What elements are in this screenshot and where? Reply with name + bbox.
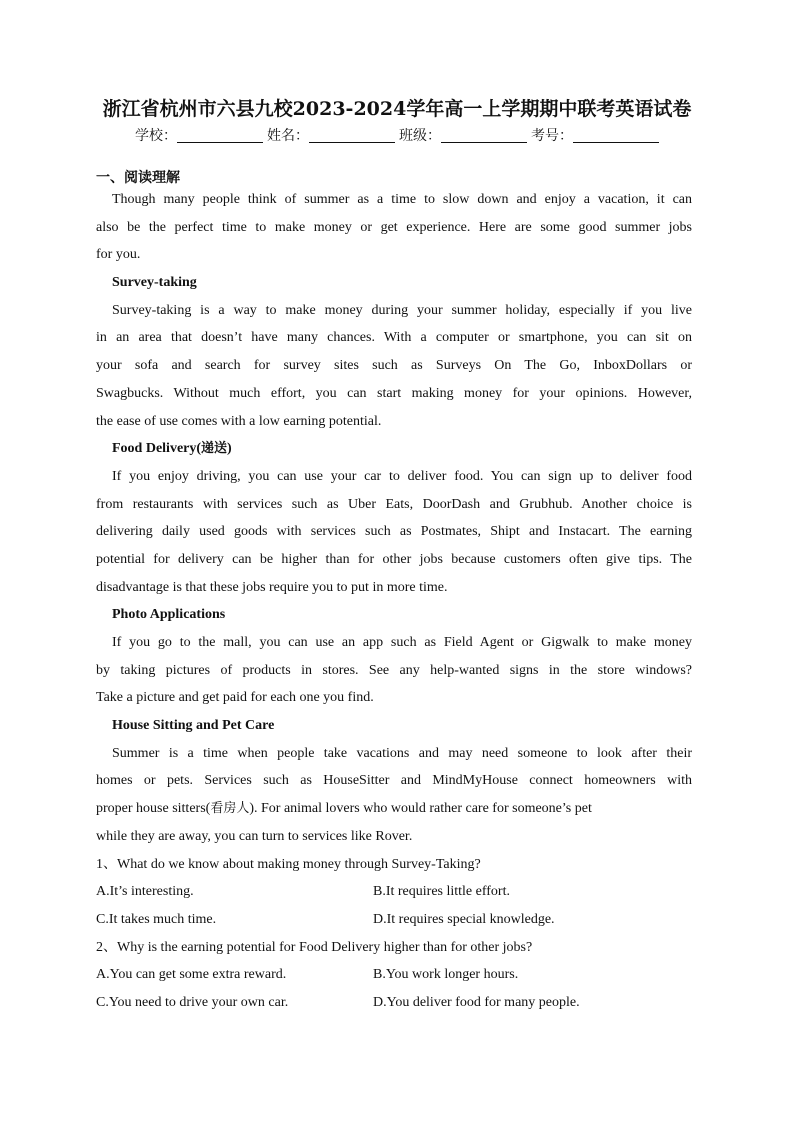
question-1-options xyxy=(96,906,692,934)
intro-line: Though many people think of summer as a time to slow down and enjoy a vacation, it can xyxy=(112,192,692,207)
question-2-options xyxy=(96,989,692,1017)
survey-line: in an area that doesn’t have many chances. With a computer or smartphone, you can sit on xyxy=(96,330,692,346)
delivery-line: potential for delivery can be higher than for other jobs because customers often give tips. The xyxy=(96,551,692,567)
subheading-food-delivery xyxy=(96,435,692,463)
q1-option-c[interactable]: C.It takes much time. xyxy=(96,911,217,927)
house-line: homes or pets. Services such as HouseSitter and MindMyHouse connect homeowners with xyxy=(96,773,692,789)
question-1-options xyxy=(96,878,692,906)
exam-title: 浙江省杭州市六县九校2023-2024学年高一上学期期中联考英语试卷 xyxy=(102,98,692,120)
survey-line: the ease of use comes with a low earning potential. xyxy=(96,413,382,429)
q2-option-c[interactable]: C.You need to drive your own car. xyxy=(96,994,289,1010)
number-label: 考号： xyxy=(531,128,573,144)
photo-line: If you go to the mall, you can use an app such as Field Agent or Gigwalk to make money xyxy=(112,635,692,650)
subheading-house-sitting: House Sitting and Pet Care xyxy=(112,718,275,734)
number-blank[interactable] xyxy=(573,128,659,143)
reading-passage xyxy=(96,186,692,1017)
q1-option-a[interactable]: A.It’s interesting. xyxy=(96,884,194,900)
photo-line: by taking pictures of products in stores. See any help-wanted signs in the store windows? xyxy=(96,662,692,678)
name-blank[interactable] xyxy=(309,128,395,143)
section-heading: 一、阅读理解 xyxy=(96,170,180,186)
question-1-stem: 1、What do we know about making money through Survey-Taking? xyxy=(96,856,481,872)
name-label: 姓名： xyxy=(267,128,309,144)
school-label: 学校： xyxy=(135,128,177,144)
survey-line: Swagbucks. Without much effort, you can start making money for your opinions. However, xyxy=(96,385,692,401)
intro-line: also be the perfect time to make money or get experience. Here are some good summer jobs xyxy=(96,219,692,235)
delivery-line: If you enjoy driving, you can use your car to deliver food. You can sign up to deliver food xyxy=(112,468,692,484)
question-2-options xyxy=(96,961,692,989)
class-label: 班级： xyxy=(399,128,441,144)
photo-line: Take a picture and get paid for each one you find. xyxy=(96,690,374,706)
q2-option-a[interactable]: A.You can get some extra reward. xyxy=(96,967,287,983)
house-sitters-cn: 看房人 xyxy=(210,801,250,817)
delivery-line: disadvantage is that these jobs require you to put in more time. xyxy=(96,579,448,595)
house-line-part: proper house sitters( xyxy=(96,801,211,817)
class-blank[interactable] xyxy=(441,128,527,143)
q2-option-b[interactable]: B.You work longer hours. xyxy=(373,967,519,983)
q2-option-d[interactable]: D.You deliver food for many people. xyxy=(373,994,580,1010)
subheading-survey: Survey-taking xyxy=(112,275,197,291)
delivery-line: delivering daily used goods with services such as Postmates, Shipt and Instacart. The earning xyxy=(96,524,692,540)
food-delivery-close: ) xyxy=(227,441,232,457)
house-line xyxy=(96,795,692,823)
school-blank[interactable] xyxy=(177,128,263,143)
intro-line: for you. xyxy=(96,247,141,263)
student-info-line xyxy=(0,125,794,145)
survey-line: Survey-taking is a way to make money during your summer holiday, especially if you live xyxy=(112,302,692,318)
house-line-part: ). For animal lovers who would rather care for someone’s pet xyxy=(249,801,592,817)
q1-option-d[interactable]: D.It requires special knowledge. xyxy=(373,911,555,927)
food-delivery-cn: 递送 xyxy=(201,441,228,457)
house-line: Summer is a time when people take vacations and may need someone to look after their xyxy=(112,745,692,761)
subheading-photo: Photo Applications xyxy=(112,607,226,623)
house-line: while they are away, you can turn to services like Rover. xyxy=(96,828,413,844)
delivery-line: from restaurants with services such as Uber Eats, DoorDash and Grubhub. Another choice is xyxy=(96,496,692,512)
survey-line: your sofa and search for survey sites such as Surveys On The Go, InboxDollars or xyxy=(96,358,692,374)
q1-option-b[interactable]: B.It requires little effort. xyxy=(373,884,510,900)
question-2-stem: 2、Why is the earning potential for Food Delivery higher than for other jobs? xyxy=(96,939,533,955)
food-delivery-en: Food Delivery( xyxy=(112,441,202,457)
